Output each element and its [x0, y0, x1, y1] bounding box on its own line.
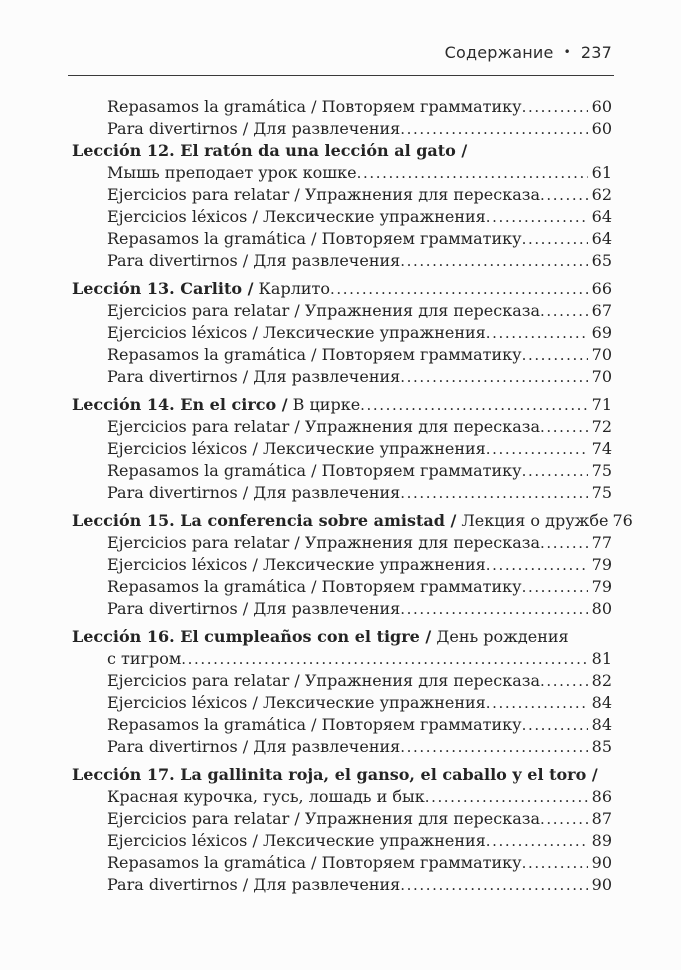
toc-entry-text	[107, 228, 522, 250]
toc-entry	[72, 874, 612, 896]
toc-entry-text	[107, 808, 540, 830]
toc-entry	[72, 692, 612, 714]
toc-entry-title: Para divertirnos / Для развлечения	[107, 737, 401, 756]
toc-entry-title: Repasamos la gramática / Повторяем грамматику	[107, 345, 522, 364]
dot-leader	[540, 670, 588, 692]
toc-entry-text	[107, 162, 357, 184]
toc-page-number: 90	[591, 875, 612, 894]
toc-page-number: 84	[591, 693, 612, 712]
toc-entry-text	[107, 438, 486, 460]
toc-entry-text	[107, 416, 540, 438]
toc-entry-text	[107, 532, 540, 554]
dot-leader	[400, 874, 587, 896]
dot-leader	[540, 184, 588, 206]
dot-leader	[486, 206, 588, 228]
toc-page-number: 72	[591, 417, 612, 436]
dot-leader	[360, 394, 587, 416]
dot-leader	[400, 598, 587, 620]
toc-entry-text	[107, 344, 522, 366]
toc-entry-title: Ejercicios para relatar / Упражнения для пересказа	[107, 301, 541, 320]
dot-leader	[486, 554, 588, 576]
toc-entry	[72, 460, 612, 482]
toc-entry	[72, 322, 612, 344]
toc-entry-title: Ejercicios para relatar / Упражнения для пересказа	[107, 185, 541, 204]
toc-entry-text	[72, 626, 569, 648]
dot-leader	[522, 576, 588, 598]
toc-entry-title: Красная курочка, гусь, лошадь и бык	[107, 787, 425, 806]
toc-entry	[72, 416, 612, 438]
toc-list	[72, 96, 633, 896]
toc-entry	[72, 366, 612, 388]
toc-entry-text	[107, 184, 540, 206]
toc-entry-title: Repasamos la gramática / Повторяем грамматику	[107, 577, 522, 596]
dot-leader	[400, 736, 587, 758]
toc-page-number: 70	[591, 367, 612, 386]
toc-page-number: 60	[591, 97, 612, 116]
toc-page-number: 79	[591, 555, 612, 574]
toc-entry	[72, 808, 612, 830]
dot-leader	[486, 322, 588, 344]
toc-page-number: 89	[591, 831, 612, 850]
toc-entry-text	[107, 692, 486, 714]
toc-entry-text	[107, 670, 540, 692]
toc-entry	[72, 576, 612, 598]
dot-leader	[540, 532, 588, 554]
toc-entry	[72, 394, 612, 416]
toc-entry-title: Para divertirnos / Для развлечения	[107, 483, 401, 502]
running-header	[0, 0, 681, 63]
toc-entry	[72, 482, 612, 504]
toc-page-number: 70	[591, 345, 612, 364]
toc-entry	[72, 554, 612, 576]
toc-entry	[72, 300, 612, 322]
toc-entry-title: Ejercicios léxicos / Лексические упражнения	[107, 555, 486, 574]
toc-entry-text	[107, 648, 181, 670]
toc-entry-title: В цирке	[287, 395, 361, 414]
toc-entry-text	[107, 366, 400, 388]
dot-leader	[522, 228, 588, 250]
toc-entry	[72, 344, 612, 366]
toc-entry-title: Ejercicios para relatar / Упражнения для пересказа	[107, 809, 541, 828]
dot-leader	[400, 118, 587, 140]
toc-entry-title: Ejercicios para relatar / Упражнения для пересказа	[107, 533, 541, 552]
toc-page-number: 64	[591, 229, 612, 248]
toc-entry-title-bold: Lección 15. La conferencia sobre amistad /	[72, 511, 457, 530]
toc-page-number: 86	[591, 787, 612, 806]
toc-entry-text	[107, 786, 425, 808]
dot-leader	[522, 714, 588, 736]
header-rule	[68, 75, 614, 76]
toc-entry-text	[72, 278, 330, 300]
toc-entry	[72, 532, 612, 554]
toc-entry-text	[107, 554, 486, 576]
toc-entry-title: Карлито	[253, 279, 330, 298]
toc-entry	[72, 764, 612, 786]
toc-entry	[72, 140, 612, 162]
toc-page-number: 61	[591, 163, 612, 182]
toc-entry-text	[107, 300, 540, 322]
toc-entry-text	[107, 852, 522, 874]
header-bullet-separator: •	[563, 45, 571, 59]
toc-page-number: 67	[591, 301, 612, 320]
toc-page-number: 74	[591, 439, 612, 458]
toc-entry-title: Para divertirnos / Для развлечения	[107, 875, 401, 894]
dot-leader	[540, 300, 588, 322]
toc-entry-text	[72, 764, 598, 786]
toc-page-number: 71	[591, 395, 612, 414]
toc-entry-text	[107, 96, 522, 118]
toc-page-number: 81	[591, 649, 612, 668]
toc-entry-text	[107, 322, 486, 344]
header-page-number: 237	[580, 43, 612, 62]
toc-entry	[72, 714, 612, 736]
toc-page-number: 80	[591, 599, 612, 618]
toc-entry-text	[107, 874, 400, 896]
toc-entry-title-bold: Lección 13. Carlito /	[72, 279, 254, 298]
toc-entry-title: Мышь преподает урок кошке	[107, 163, 357, 182]
toc-entry-title: Repasamos la gramática / Повторяем грамматику	[107, 853, 522, 872]
toc-entry-title: Ejercicios para relatar / Упражнения для пересказа	[107, 671, 541, 690]
toc-entry	[72, 648, 612, 670]
toc-entry	[72, 250, 612, 272]
toc-entry	[72, 118, 612, 140]
dot-leader	[522, 852, 588, 874]
toc-page-number: 69	[591, 323, 612, 342]
dot-leader	[486, 692, 588, 714]
toc-page-number: 60	[591, 119, 612, 138]
toc-entry	[72, 96, 612, 118]
toc-entry-title-bold: Lección 16. El cumpleaños con el tigre /	[72, 627, 432, 646]
toc-page-number: 84	[591, 715, 612, 734]
toc-entry	[72, 228, 612, 250]
dot-leader	[400, 366, 587, 388]
toc-page-number: 75	[591, 483, 612, 502]
toc-page-number: 82	[591, 671, 612, 690]
toc-page-number: 77	[591, 533, 612, 552]
toc-page-number: 65	[591, 251, 612, 270]
toc-entry	[72, 184, 612, 206]
toc-entry-text	[107, 598, 400, 620]
toc-entry	[72, 626, 612, 648]
toc-entry-text	[72, 140, 467, 162]
toc-entry	[72, 736, 612, 758]
toc-entry	[72, 438, 612, 460]
toc-entry-title: Ejercicios léxicos / Лексические упражнения	[107, 831, 486, 850]
dot-leader	[540, 416, 588, 438]
toc-entry-title: Para divertirnos / Для развлечения	[107, 367, 401, 386]
toc-entry	[72, 510, 633, 532]
toc-entry-text	[107, 736, 400, 758]
toc-page-number: 90	[591, 853, 612, 872]
toc-entry-text	[72, 510, 608, 532]
toc-entry-title: Repasamos la gramática / Повторяем грамматику	[107, 461, 522, 480]
toc-entry-text	[107, 714, 522, 736]
dot-leader	[522, 96, 588, 118]
dot-leader	[425, 786, 588, 808]
toc-page-number: 64	[591, 207, 612, 226]
toc-entry-text	[107, 830, 486, 852]
header-section-title: Содержание	[444, 43, 554, 62]
dot-leader	[400, 482, 587, 504]
toc-page-number: 66	[591, 279, 612, 298]
toc-entry-text	[107, 576, 522, 598]
toc-entry-title: с тигром	[107, 649, 182, 668]
toc-entry-title-bold: Lección 14. En el circo /	[72, 395, 288, 414]
dot-leader	[486, 830, 588, 852]
toc-entry-title: Ejercicios para relatar / Упражнения для пересказа	[107, 417, 541, 436]
toc-entry-title: Repasamos la gramática / Повторяем грамматику	[107, 229, 522, 248]
toc-entry-title: Ejercicios léxicos / Лексические упражнения	[107, 693, 486, 712]
dot-leader	[522, 344, 588, 366]
toc-entry-title: Repasamos la gramática / Повторяем грамматику	[107, 97, 522, 116]
toc-page-number: 79	[591, 577, 612, 596]
toc-entry-text	[107, 482, 400, 504]
toc-entry-title: Ejercicios léxicos / Лексические упражнения	[107, 207, 486, 226]
toc-entry-title: Ejercicios léxicos / Лексические упражнения	[107, 439, 486, 458]
toc-entry	[72, 206, 612, 228]
toc-page-number: 75	[591, 461, 612, 480]
toc-page-number: 76	[612, 511, 633, 530]
dot-leader	[400, 250, 587, 272]
toc-page-number: 62	[591, 185, 612, 204]
toc-entry-text	[107, 206, 486, 228]
dot-leader	[330, 278, 588, 300]
toc-entry-title: Para divertirnos / Для развлечения	[107, 599, 401, 618]
toc-entry-title: Лекция о дружбе	[456, 511, 609, 530]
toc-entry	[72, 830, 612, 852]
toc-entry-title: День рождения	[431, 627, 569, 646]
dot-leader	[181, 648, 587, 670]
toc-entry-title-bold: Lección 12. El ratón da una lección al gato /	[72, 141, 468, 160]
toc-entry	[72, 670, 612, 692]
toc-entry-text	[107, 460, 522, 482]
dot-leader	[522, 460, 588, 482]
toc-entry	[72, 786, 612, 808]
toc-entry-title: Para divertirnos / Для развлечения	[107, 251, 401, 270]
dot-leader	[540, 808, 588, 830]
toc-entry-title: Ejercicios léxicos / Лексические упражнения	[107, 323, 486, 342]
toc-entry-text	[72, 394, 360, 416]
toc-entry-text	[107, 250, 400, 272]
toc-page-number: 85	[591, 737, 612, 756]
dot-leader	[357, 162, 588, 184]
toc-entry-title-bold: Lección 17. La gallinita roja, el ganso, el caballo y el toro /	[72, 765, 598, 784]
toc-entry	[72, 598, 612, 620]
dot-leader	[486, 438, 588, 460]
toc-entry	[72, 852, 612, 874]
toc-entry	[72, 278, 612, 300]
toc-entry-title: Repasamos la gramática / Повторяем грамматику	[107, 715, 522, 734]
toc-entry-title: Para divertirnos / Для развлечения	[107, 119, 401, 138]
toc-entry	[72, 162, 612, 184]
toc-page-number: 87	[591, 809, 612, 828]
toc-entry-text	[107, 118, 400, 140]
